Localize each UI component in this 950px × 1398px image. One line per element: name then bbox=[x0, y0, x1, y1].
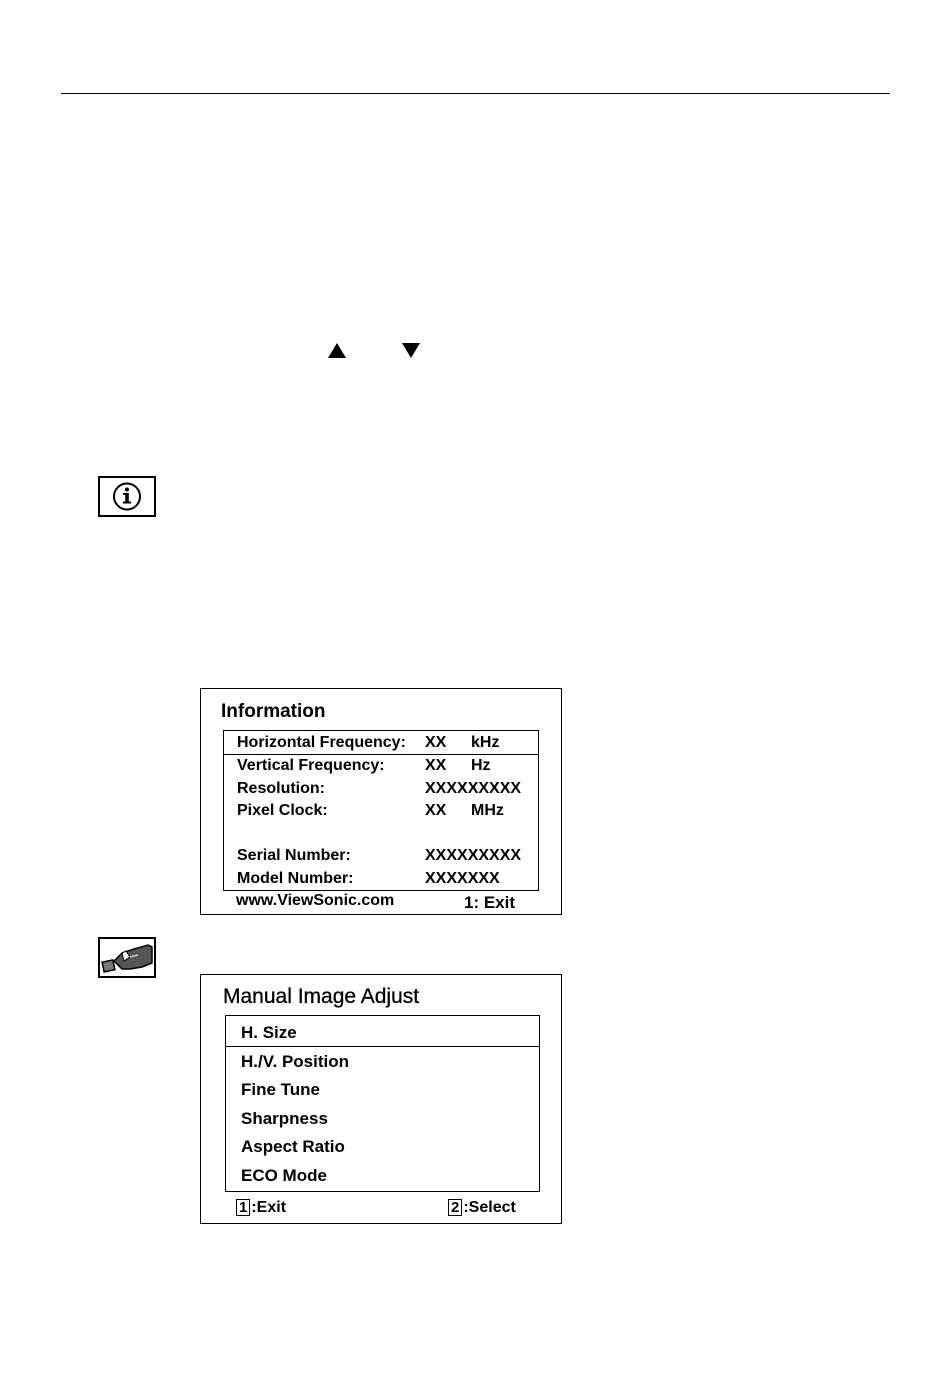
menu-item-fine-tune[interactable]: Fine Tune bbox=[241, 1080, 321, 1099]
selection-divider bbox=[226, 1046, 539, 1047]
website-label: www.ViewSonic.com bbox=[236, 892, 395, 909]
row-label: Horizontal Frequency: bbox=[237, 734, 406, 751]
menu-item-sharpness[interactable]: Sharpness bbox=[241, 1109, 328, 1128]
row-label: Vertical Frequency: bbox=[237, 757, 385, 774]
triangle-down-icon bbox=[402, 343, 420, 358]
header-rule bbox=[61, 93, 890, 94]
row-value: XXXXXXXXX bbox=[425, 847, 522, 864]
divider bbox=[224, 754, 538, 755]
triangle-up-icon bbox=[328, 343, 346, 358]
row-unit: kHz bbox=[471, 734, 500, 751]
menu-item-h-size[interactable]: H. Size bbox=[241, 1023, 297, 1042]
row-value: XX bbox=[425, 734, 447, 751]
select-hint-label: :Select bbox=[463, 1199, 516, 1216]
menu-item-eco-mode[interactable]: ECO Mode bbox=[241, 1166, 327, 1185]
manual-image-adjust-osd bbox=[200, 974, 562, 1224]
osd-title: Information bbox=[221, 701, 326, 722]
row-unit: MHz bbox=[471, 802, 504, 819]
exit-hint-label: :Exit bbox=[251, 1199, 287, 1216]
information-osd bbox=[200, 688, 562, 915]
row-label: Pixel Clock: bbox=[237, 802, 328, 819]
row-unit: Hz bbox=[471, 757, 491, 774]
row-value: XXXXXXXXX bbox=[425, 780, 522, 797]
select-key: 2 bbox=[448, 1199, 462, 1216]
osd-title: Manual Image Adjust bbox=[223, 985, 420, 1008]
select-hint[interactable] bbox=[448, 1199, 516, 1217]
exit-key: 1 bbox=[236, 1199, 250, 1216]
row-label: Serial Number: bbox=[237, 847, 351, 864]
hand-pointer-icon bbox=[98, 937, 156, 978]
info-table bbox=[223, 730, 539, 891]
row-label: Resolution: bbox=[237, 780, 325, 797]
row-value: XX bbox=[425, 802, 447, 819]
info-icon bbox=[98, 476, 156, 517]
menu-list bbox=[225, 1015, 540, 1192]
menu-item-hv-position[interactable]: H./V. Position bbox=[241, 1052, 350, 1071]
menu-item-aspect-ratio[interactable]: Aspect Ratio bbox=[241, 1137, 345, 1156]
row-value: XX bbox=[425, 757, 447, 774]
row-label: Model Number: bbox=[237, 870, 354, 887]
row-value: XXXXXXX bbox=[425, 870, 500, 887]
exit-label[interactable]: 1: Exit bbox=[464, 893, 516, 912]
exit-hint[interactable] bbox=[236, 1199, 286, 1217]
